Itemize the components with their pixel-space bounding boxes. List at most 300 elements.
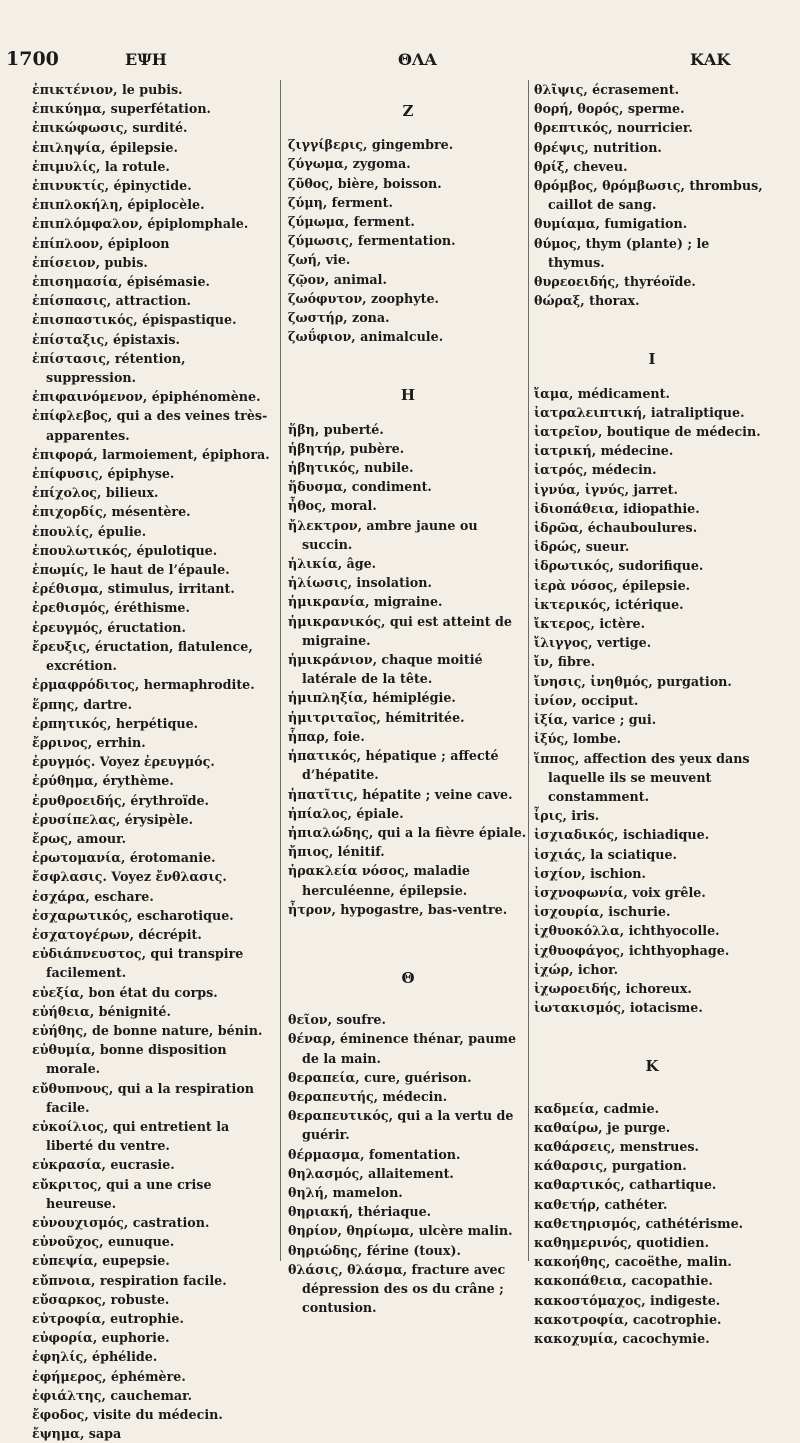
french-definition: , qui a la fièvre épiale.	[368, 824, 527, 840]
dictionary-entry	[32, 1405, 280, 1424]
dictionary-entry	[32, 752, 280, 771]
dictionary-entry	[534, 441, 770, 460]
greek-headword: εὐκοίλιος	[32, 1118, 104, 1134]
dictionary-entry	[534, 1214, 770, 1233]
greek-headword: ἔρρινος	[32, 734, 88, 750]
dictionary-entry	[288, 250, 528, 269]
dictionary-entry	[534, 80, 770, 99]
greek-headword: θλάσις, θλάσμα	[288, 1261, 403, 1277]
dictionary-entry	[534, 1291, 770, 1310]
french-definition: , herpétique.	[107, 715, 199, 731]
greek-headword: εὐήθης	[32, 1022, 84, 1038]
french-definition: , varice ; gui.	[563, 712, 657, 728]
dictionary-entry	[32, 1155, 280, 1174]
greek-headword: εὐτροφία	[32, 1311, 102, 1326]
greek-headword: ἦτρον	[288, 901, 332, 917]
dictionary-entry	[32, 1002, 280, 1021]
greek-headword: ἐπίστασις	[32, 350, 107, 366]
greek-headword: ἰσχιαδικός	[534, 827, 615, 843]
french-definition: , animalcule.	[351, 329, 444, 345]
dictionary-entry	[534, 749, 770, 807]
french-definition: , ischurie.	[599, 904, 671, 920]
greek-headword: ἐρυγμός	[32, 754, 91, 770]
french-definition: , épulie.	[89, 523, 147, 539]
french-definition: , qui a une crise heureuse.	[46, 1176, 212, 1211]
greek-headword: ἦθος	[288, 498, 322, 514]
french-definition: , médecine.	[591, 443, 674, 459]
french-definition: , zoophyte.	[362, 290, 439, 306]
greek-headword: ἰγνύα, ἰγνύς	[534, 481, 625, 497]
greek-headword: ἐρυθροειδής	[32, 792, 122, 808]
dictionary-entry	[534, 864, 770, 883]
greek-headword: εὐκρασία	[32, 1157, 102, 1173]
dictionary-entry	[32, 810, 280, 829]
french-definition: , condiment.	[342, 479, 432, 495]
dictionary-entry	[32, 1271, 280, 1290]
french-definition: , ferment.	[344, 214, 415, 230]
dictionary-entry	[534, 902, 770, 921]
french-definition: , érotomanie.	[121, 850, 216, 866]
dictionary-entry	[32, 253, 280, 272]
greek-headword: ἥδυσμα	[288, 479, 343, 495]
greek-headword: ἠπιαλώδης	[288, 824, 369, 840]
dictionary-entry	[288, 1010, 528, 1029]
greek-headword: ἐπίφυσις	[32, 466, 99, 482]
french-definition: , médicament.	[568, 385, 670, 401]
greek-headword: θώραξ	[534, 293, 581, 309]
greek-headword: ἐπίσειον	[32, 254, 96, 270]
french-definition: , bilieux.	[97, 485, 159, 501]
greek-headword: ἐπικώφωσις	[32, 120, 124, 136]
greek-headword: ἔψημα	[32, 1426, 80, 1442]
greek-headword: ἐπισημασία	[32, 274, 119, 290]
dictionary-entry	[32, 598, 280, 617]
dictionary-entry	[534, 633, 770, 652]
french-definition: . Voyez ἐρευγμός.	[90, 754, 215, 770]
dictionary-entry	[534, 403, 770, 422]
french-definition: , ichor.	[569, 961, 619, 977]
dictionary-entry	[32, 714, 280, 733]
greek-headword: εὐφορία	[32, 1330, 93, 1346]
dictionary-entry	[32, 445, 280, 464]
dictionary-entry	[534, 556, 770, 575]
french-definition: , insolation.	[347, 575, 432, 591]
greek-headword: θρίξ	[534, 158, 565, 174]
dictionary-entry	[534, 576, 770, 595]
greek-headword: θρέψις	[534, 139, 585, 155]
dictionary-entry	[288, 420, 528, 439]
dictionary-entry	[534, 99, 770, 118]
greek-headword: ἐπιχορδίς	[32, 504, 103, 520]
french-definition: , épiphyse.	[98, 466, 175, 482]
french-definition: , escharotique.	[128, 907, 234, 923]
greek-headword: ἐρύθημα	[32, 773, 94, 789]
french-definition: , jarret.	[624, 481, 678, 497]
french-definition: , mamelon.	[323, 1184, 403, 1200]
greek-headword: ἴν	[534, 654, 549, 670]
greek-headword: θεῖον	[288, 1012, 328, 1028]
greek-headword: θηλασμός	[288, 1165, 360, 1181]
dictionary-entry	[534, 691, 770, 710]
dictionary-entry	[534, 537, 770, 556]
french-definition: , lombe.	[564, 731, 622, 747]
greek-headword: ἠπίαλος	[288, 805, 348, 821]
greek-headword: ἐπουλίς	[32, 523, 90, 539]
dictionary-entry	[32, 637, 280, 675]
greek-headword: ἔσφλασις	[32, 869, 103, 885]
greek-headword: ἐπιπλοκήλη	[32, 197, 119, 213]
french-definition: , férine (toux).	[357, 1242, 461, 1258]
dictionary-entry	[288, 842, 528, 861]
french-definition: , cheveu.	[564, 158, 628, 174]
greek-headword: ἧπαρ	[288, 728, 325, 744]
french-definition: , ischion.	[581, 865, 646, 881]
french-definition: , qui a des veines très-apparentes.	[46, 408, 268, 443]
dictionary-entry	[534, 291, 770, 310]
dictionary-entry	[534, 998, 770, 1017]
french-definition: , cacoëthe, malin.	[605, 1254, 732, 1270]
greek-headword: ἡλίωσις	[288, 575, 348, 591]
greek-headword: εὔπνοια	[32, 1272, 91, 1288]
dictionary-entry	[534, 672, 770, 691]
greek-headword: καθετηρισμός	[534, 1215, 637, 1231]
greek-headword: ζωή	[288, 252, 317, 268]
dictionary-entry	[32, 99, 280, 118]
greek-headword: ζῷον	[288, 271, 325, 287]
french-definition: , nutrition.	[584, 139, 662, 155]
dictionary-entry	[32, 695, 280, 714]
greek-headword: ἱδρωτικός	[534, 558, 610, 574]
column-left	[32, 80, 280, 1442]
french-definition: , pubis.	[95, 254, 148, 270]
dictionary-entry	[534, 806, 770, 825]
french-definition: , lénitif.	[328, 844, 385, 860]
french-definition: , qui a la respiration facile.	[46, 1080, 255, 1115]
greek-headword: ἔφοδος	[32, 1407, 85, 1423]
french-definition: , pubère.	[341, 440, 405, 456]
greek-headword: καθαρτικός	[534, 1177, 621, 1193]
greek-headword: εὔσαρκος	[32, 1291, 102, 1307]
dictionary-entry	[534, 157, 770, 176]
greek-headword: θέναρ	[288, 1031, 332, 1047]
dictionary-entry	[534, 921, 770, 940]
greek-headword: ἶρις	[534, 808, 563, 824]
greek-headword: ἰνίον	[534, 692, 573, 708]
dictionary-entry	[32, 1328, 280, 1347]
french-definition: , éréthisme.	[105, 600, 190, 616]
french-definition: , occiput.	[572, 692, 639, 708]
dictionary-entry	[32, 272, 280, 291]
dictionary-entry	[32, 1079, 280, 1117]
french-definition: , ichthyophage.	[620, 942, 730, 958]
greek-headword: εὔθυπνους	[32, 1080, 109, 1096]
dictionary-entry	[32, 925, 280, 944]
french-definition: , ichoreux.	[616, 980, 692, 996]
dictionary-entry	[288, 1221, 528, 1240]
french-definition: , cure, guérison.	[355, 1069, 472, 1085]
french-definition: , attraction.	[106, 293, 191, 309]
french-definition: , bière, boisson.	[328, 175, 442, 191]
dictionary-entry	[288, 270, 528, 289]
dictionary-entry	[288, 327, 528, 346]
french-definition: , épilepsie.	[613, 577, 691, 593]
french-definition: , médecin.	[583, 462, 657, 478]
greek-headword: εὔκριτος	[32, 1176, 98, 1192]
greek-headword: ἐφήμερος	[32, 1368, 103, 1384]
dictionary-entry	[288, 212, 528, 231]
greek-headword: ἐρωτομανία	[32, 850, 121, 866]
french-definition: , hépatite ; veine cave.	[353, 786, 513, 802]
section-letter: Z	[402, 102, 414, 120]
french-definition: , fracture avec dépression des os du crâne ; contusion.	[302, 1261, 506, 1316]
greek-headword: ζῦθος	[288, 175, 329, 191]
greek-headword: εὐδιάπνευστος	[32, 946, 142, 962]
dictionary-entry	[534, 460, 770, 479]
dictionary-entry	[534, 941, 770, 960]
dictionary-entry	[534, 422, 770, 441]
french-definition: , zona.	[343, 310, 390, 326]
french-definition: , ferment.	[322, 194, 393, 210]
dictionary-entry	[534, 1137, 770, 1156]
french-definition: , cathéter.	[595, 1196, 668, 1212]
french-definition: , robuste.	[101, 1291, 170, 1307]
french-definition: , fumigation.	[595, 216, 688, 232]
dictionary-entry	[534, 614, 770, 633]
dictionary-entry	[534, 1099, 770, 1118]
french-definition: , thériaque.	[348, 1204, 432, 1220]
greek-headword: καθάρσεις	[534, 1138, 611, 1154]
french-definition: , allaitement.	[359, 1165, 454, 1181]
greek-headword: ἰσχιάς	[534, 846, 582, 862]
greek-headword: ἐσχατογέρων	[32, 926, 130, 942]
greek-headword: ἐπισπαστικός	[32, 312, 134, 328]
greek-headword: ἰατρεῖον	[534, 424, 598, 440]
french-definition: , éminence thénar, paume de la main.	[302, 1031, 517, 1066]
dictionary-entry	[32, 406, 280, 444]
greek-headword: ἱερὰ νόσος	[534, 577, 614, 593]
greek-headword: θέρμασμα	[288, 1146, 361, 1162]
dictionary-entry	[32, 733, 280, 752]
french-definition: , fermentation.	[348, 233, 456, 249]
greek-headword: καθαίρω	[534, 1119, 599, 1135]
french-definition: , thrombus, caillot de sang.	[548, 178, 763, 213]
greek-headword: ἴαμα	[534, 385, 569, 401]
dictionary-entry	[32, 848, 280, 867]
dictionary-entry	[288, 439, 528, 458]
french-definition: , épiale.	[347, 805, 404, 821]
greek-headword: κακοχυμία	[534, 1330, 614, 1346]
dictionary-entry	[288, 785, 528, 804]
dictionary-entry	[534, 480, 770, 499]
dictionary-entry	[534, 118, 770, 137]
dictionary-entry	[32, 771, 280, 790]
greek-headword: ζύγωμα	[288, 156, 344, 172]
french-definition: , cacopathie.	[622, 1273, 713, 1289]
greek-headword: ἐπικύημα	[32, 101, 102, 117]
greek-headword: ἵππος	[534, 750, 575, 766]
greek-headword: ἰατραλειπτική	[534, 404, 643, 420]
greek-headword: εὐπεψία	[32, 1253, 94, 1269]
dictionary-entry	[288, 592, 528, 611]
french-definition: , sudorifique.	[609, 558, 704, 574]
greek-headword: ἤλεκτρον	[288, 517, 358, 533]
greek-headword: ἡλικία	[288, 556, 338, 572]
dictionary-entry	[288, 612, 528, 650]
french-definition: , âge.	[337, 556, 377, 572]
french-definition: , bon état du corps.	[79, 984, 218, 1000]
french-definition: , ischiadique.	[614, 827, 710, 843]
dictionary-entry	[288, 861, 528, 899]
dictionary-entry	[288, 458, 528, 477]
greek-headword: ἡρακλεία νόσος	[288, 863, 405, 879]
french-definition: , cacotrophie.	[624, 1311, 722, 1327]
column-rule	[528, 80, 529, 1261]
french-definition: , soufre.	[327, 1012, 386, 1028]
greek-headword: θεραπευτικός	[288, 1108, 389, 1124]
french-definition: , eutrophie.	[101, 1311, 184, 1326]
french-definition: , décrépit.	[129, 926, 202, 942]
french-definition: , euphorie.	[92, 1330, 170, 1346]
dictionary-entry	[288, 477, 528, 496]
french-definition: , ulcère malin.	[409, 1223, 513, 1239]
greek-headword: ἤπιος	[288, 844, 329, 860]
greek-headword: ζύμη	[288, 194, 323, 210]
running-head-left: ΕΨΗ	[125, 50, 167, 69]
dictionary-entry	[32, 1290, 280, 1309]
dictionary-entry	[288, 727, 528, 746]
greek-headword: θυρεοειδής	[534, 274, 616, 290]
greek-headword: ἰωτακισμός	[534, 1000, 621, 1016]
french-definition: , épistaxis.	[104, 331, 180, 347]
french-definition: , épiplocèle.	[118, 197, 205, 213]
dictionary-entry	[288, 516, 528, 554]
greek-headword: ἐπιληψία	[32, 139, 102, 155]
greek-headword: ἡμιπληξία	[288, 690, 364, 706]
french-definition: , superfétation.	[101, 101, 211, 117]
greek-headword: ἡπατικός	[288, 748, 357, 764]
french-definition: , visite du médecin.	[84, 1407, 223, 1423]
french-definition: , ictérique.	[606, 596, 684, 612]
dictionary-entry	[288, 708, 528, 727]
greek-headword: θηριακή	[288, 1204, 349, 1220]
french-definition: , éructation.	[98, 619, 186, 635]
dictionary-entry	[32, 214, 280, 233]
greek-headword: ἰξύς	[534, 731, 565, 747]
french-definition: , cauchemar.	[101, 1387, 193, 1403]
french-definition: , épulotique.	[127, 542, 218, 558]
french-definition: , hémiplégie.	[363, 690, 456, 706]
dictionary-entry	[288, 650, 528, 688]
dictionary-entry	[534, 234, 770, 272]
french-definition: , iris.	[562, 808, 600, 824]
dictionary-entry	[32, 157, 280, 176]
greek-headword: ἰσχουρία	[534, 904, 600, 920]
greek-headword: ἑρπητικός	[32, 715, 108, 731]
dictionary-entry	[288, 900, 528, 919]
greek-headword: ἴνησις, ἰνηθμός	[534, 673, 649, 689]
french-definition: , gingembre.	[363, 137, 454, 153]
french-definition: , le haut de l’épaule.	[84, 562, 230, 578]
section-letter: Θ	[401, 968, 415, 987]
french-definition: , boutique de médecin.	[598, 424, 761, 440]
french-definition: , dartre.	[74, 696, 133, 712]
french-definition: , vertige.	[588, 635, 652, 651]
french-definition: , fibre.	[548, 654, 596, 670]
column-center	[288, 80, 528, 1316]
greek-headword: ἰσχίον	[534, 865, 582, 881]
greek-headword: ἰατρική	[534, 443, 592, 459]
greek-headword: ἡβητικός	[288, 460, 356, 476]
french-definition: , sueur.	[576, 539, 630, 555]
french-definition: , érythroïde.	[121, 792, 209, 808]
greek-headword: ἐρευγμός	[32, 619, 99, 635]
french-definition: , qui a la vertu de guérir.	[302, 1108, 514, 1143]
running-head-right: ΚΑΚ	[690, 50, 731, 69]
greek-headword: ἡμικρανικός	[288, 613, 382, 629]
greek-headword: εὐήθεια	[32, 1003, 90, 1019]
greek-headword: κακοπάθεια	[534, 1273, 623, 1289]
dictionary-entry	[32, 1386, 280, 1405]
french-definition: , épiphénomène.	[142, 389, 261, 405]
dictionary-entry	[534, 729, 770, 748]
dictionary-entry	[32, 1175, 280, 1213]
dictionary-entry	[32, 1347, 280, 1366]
dictionary-entry	[32, 502, 280, 521]
greek-headword: ἐπίχολος	[32, 485, 98, 501]
french-definition: , sapa	[79, 1426, 122, 1442]
french-definition: , respiration facile.	[90, 1272, 227, 1288]
french-definition: , cacochymie.	[613, 1330, 710, 1346]
section-letter: H	[400, 386, 416, 405]
greek-headword: θηρίον, θηρίωμα	[288, 1223, 410, 1239]
dictionary-entry	[32, 1213, 280, 1232]
dictionary-entry	[32, 983, 280, 1002]
dictionary-entry	[288, 496, 528, 515]
french-definition: , hypogastre, bas-ventre.	[331, 901, 508, 917]
french-definition: , éructation, flatulence, excrétion.	[46, 638, 253, 674]
greek-headword: θεραπευτής	[288, 1088, 374, 1104]
greek-headword: ἰχθυοκόλλα	[534, 923, 620, 939]
greek-headword: ζωΰφιον	[288, 329, 352, 345]
dictionary-entry	[534, 960, 770, 979]
greek-headword: ἑρμαφρόδιτος	[32, 677, 135, 693]
dictionary-entry	[288, 174, 528, 193]
french-definition: , qui transpire facilement.	[46, 946, 244, 981]
dictionary-entry	[32, 1367, 280, 1386]
greek-headword: ἐρυσίπελας	[32, 811, 116, 827]
greek-headword: ἐρεθισμός	[32, 600, 106, 616]
greek-headword: θηλή	[288, 1184, 324, 1200]
dictionary-entry	[32, 80, 280, 99]
french-definition: , qui entretient la liberté du ventre.	[46, 1118, 230, 1154]
french-definition: , amour.	[67, 830, 127, 846]
dictionary-entry	[32, 618, 280, 637]
column-rule	[280, 80, 281, 1261]
french-definition: , éphélide.	[83, 1349, 158, 1365]
french-definition: , purgation.	[603, 1158, 687, 1174]
greek-headword: ἐπίπλοον	[32, 235, 100, 251]
greek-headword: εὐεξία	[32, 984, 80, 1000]
greek-headword: ἡμικράνιον	[288, 652, 373, 668]
dictionary-entry	[32, 1117, 280, 1155]
greek-headword: θρόμβος, θρόμβωσις	[534, 178, 681, 194]
french-definition: , cathétérisme.	[636, 1215, 744, 1231]
greek-headword: ἐπωμίς	[32, 562, 85, 578]
french-definition: , épisémasie.	[118, 274, 210, 290]
french-definition: , maladie herculéenne, épilepsie.	[302, 863, 470, 898]
section-letter: K	[645, 1057, 659, 1076]
french-definition: , bonne disposition morale.	[46, 1042, 227, 1077]
